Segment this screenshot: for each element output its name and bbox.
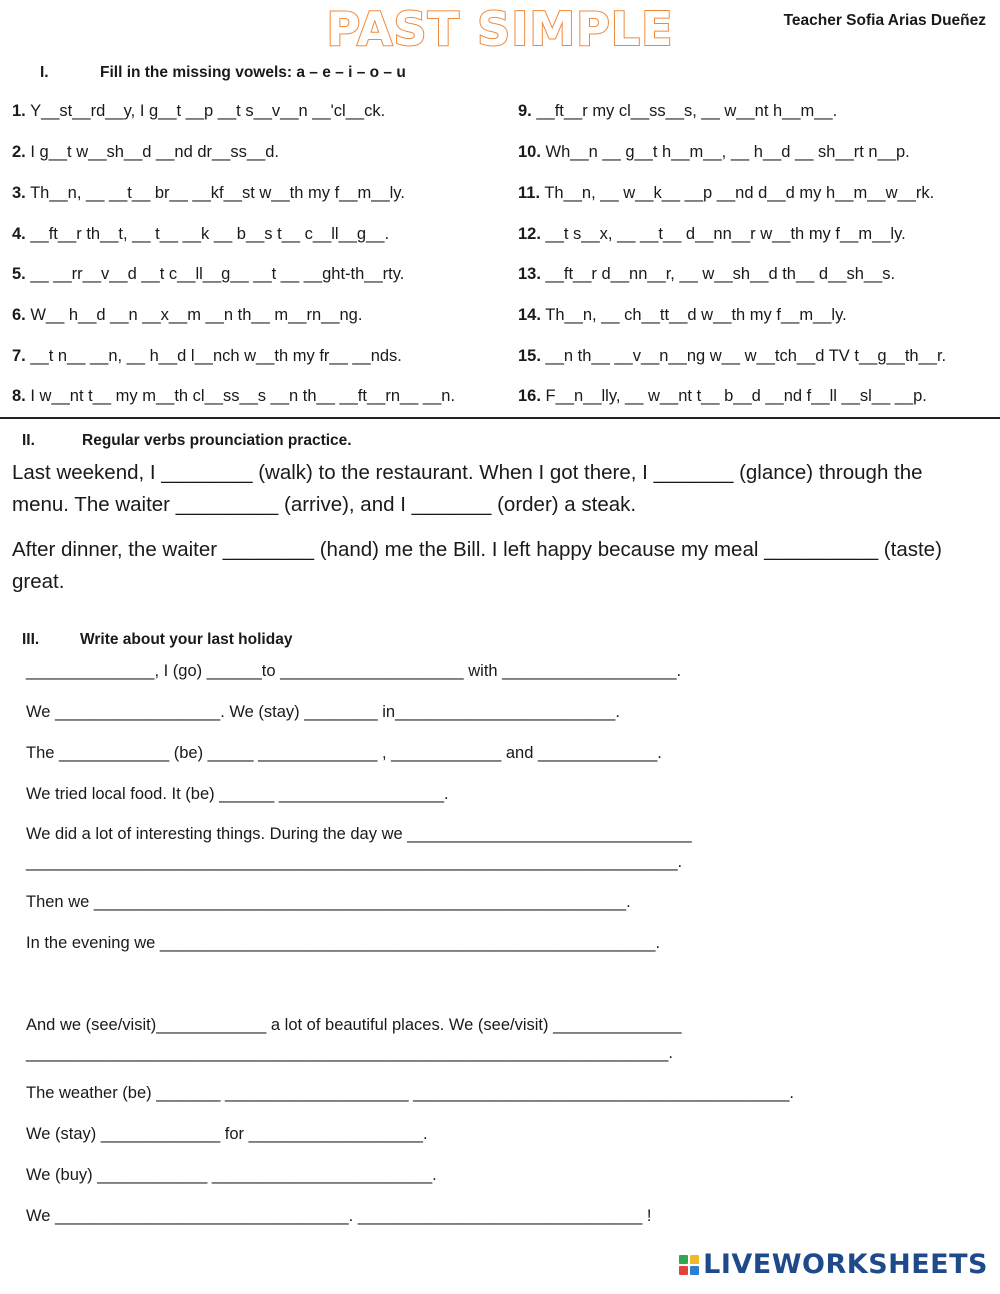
item-text: Wh__n __ g__t h__m__, __ h__d __ sh__rt n__p. — [545, 143, 910, 161]
item-text: Y__st__rd__y, I g__t __p __t s__v__n __'cl__ck. — [30, 102, 386, 120]
writing-line: Then we __________________________________________________________. — [26, 893, 631, 911]
item-number: 2. — [12, 143, 26, 161]
item-text: Th__n, __ __t__ br__ __kf__st w__th my f__m__ly. — [30, 184, 405, 202]
exercise-item — [518, 143, 910, 162]
writing-line: We did a lot of interesting things. During the day we _______________________________ — [26, 825, 692, 843]
item-number: 1. — [12, 102, 26, 120]
liveworksheets-logo[interactable] — [679, 1249, 988, 1280]
section-3-number: III. — [22, 631, 40, 648]
writing-line: We ________________________________. _______________________________ ! — [26, 1207, 652, 1225]
exercise-item — [518, 265, 895, 284]
item-text: __ft__r my cl__ss__s, __ w__nt h__m__. — [536, 102, 838, 120]
item-number: 13. — [518, 265, 541, 283]
item-text: __ __rr__v__d __t c__ll__g__ __t __ __ght-th__rty. — [30, 265, 405, 283]
item-number: 14. — [518, 306, 541, 324]
item-number: 12. — [518, 225, 541, 243]
exercise-item — [12, 184, 405, 203]
paragraph-line: menu. The waiter _________ (arrive), and I _______ (order) a steak. — [12, 493, 637, 516]
writing-line: The ____________ (be) _____ _____________ , ____________ and _____________. — [26, 744, 662, 762]
writing-line: In the evening we ______________________________________________________. — [26, 934, 661, 952]
paragraph-line: great. — [12, 570, 65, 593]
brand-name: LIVEWORKSHEETS — [703, 1249, 988, 1280]
paragraph-line: After dinner, the waiter ________ (hand) me the Bill. I left happy because my meal __________ (taste) — [12, 538, 942, 561]
writing-line: And we (see/visit)____________ a lot of beautiful places. We (see/visit) ______________ — [26, 1016, 682, 1034]
exercise-item — [12, 265, 404, 284]
writing-line: _______________________________________________________________________. — [26, 853, 683, 871]
exercise-item — [12, 306, 362, 325]
item-number: 16. — [518, 387, 541, 405]
exercise-item — [518, 387, 927, 406]
section-2-number: II. — [22, 432, 35, 449]
item-number: 7. — [12, 347, 26, 365]
exercise-item — [518, 184, 934, 203]
item-text: F__n__lly, __ w__nt t__ b__d __nd f__ll __sl__ __p. — [545, 387, 927, 405]
item-text: Th__n, __ ch__tt__d w__th my f__m__ly. — [545, 306, 847, 324]
exercise-item — [12, 225, 389, 244]
item-number: 5. — [12, 265, 26, 283]
exercise-item — [12, 102, 385, 121]
exercise-item — [12, 143, 279, 162]
exercise-item — [12, 347, 402, 366]
worksheet-title: PAST SIMPLE — [326, 2, 674, 56]
item-number: 8. — [12, 387, 26, 405]
exercise-item — [518, 347, 946, 366]
item-text: __n th__ __v__n__ng w__ w__tch__d TV t__g__th__r. — [545, 347, 947, 365]
writing-line: ______________, I (go) ______to ____________________ with ___________________. — [26, 662, 682, 680]
writing-line: The weather (be) _______ ____________________ _________________________________________. — [26, 1084, 794, 1102]
teacher-name: Teacher Sofia Arias Dueñez — [783, 12, 986, 29]
writing-line: ______________________________________________________________________. — [26, 1044, 673, 1062]
section-3-title: Write about your last holiday — [80, 631, 293, 648]
section-2-title: Regular verbs prounciation practice. — [82, 432, 352, 449]
paragraph-line: Last weekend, I ________ (walk) to the restaurant. When I got there, I _______ (glance) through the — [12, 461, 923, 484]
item-text: __t n__ __n, __ h__d l__nch w__th my fr__ __nds. — [30, 347, 402, 365]
section-1-title: Fill in the missing vowels: a – e – i – o – u — [100, 64, 406, 81]
item-text: __t s__x, __ __t__ d__nn__r w__th my f__m__ly. — [545, 225, 906, 243]
item-text: __ft__r d__nn__r, __ w__sh__d th__ d__sh__s. — [545, 265, 896, 283]
item-number: 15. — [518, 347, 541, 365]
blocks-icon — [679, 1255, 699, 1275]
exercise-item — [518, 102, 837, 121]
item-number: 4. — [12, 225, 26, 243]
item-number: 11. — [518, 184, 541, 202]
item-text: Th__n, __ w__k__ __p __nd d__d my h__m__w__rk. — [544, 184, 935, 202]
item-text: I w__nt t__ my m__th cl__ss__s __n th__ __ft__rn__ __n. — [30, 387, 456, 405]
writing-line: We tried local food. It (be) ______ __________________. — [26, 785, 449, 803]
exercise-item — [12, 387, 455, 406]
item-text: W__ h__d __n __x__m __n th__ m__rn__ng. — [30, 306, 363, 324]
writing-line: We __________________. We (stay) ________ in________________________. — [26, 703, 620, 721]
writing-line: We (buy) ____________ ________________________. — [26, 1166, 437, 1184]
exercise-item — [518, 306, 847, 325]
section-1-number: I. — [40, 64, 49, 81]
exercise-item — [518, 225, 906, 244]
item-number: 3. — [12, 184, 26, 202]
section-divider — [0, 417, 1000, 419]
item-number: 9. — [518, 102, 532, 120]
item-number: 6. — [12, 306, 26, 324]
writing-line: We (stay) _____________ for ___________________. — [26, 1125, 428, 1143]
item-number: 10. — [518, 143, 541, 161]
item-text: __ft__r th__t, __ t__ __k __ b__s t__ c__ll__g__. — [30, 225, 390, 243]
item-text: I g__t w__sh__d __nd dr__ss__d. — [30, 143, 279, 161]
